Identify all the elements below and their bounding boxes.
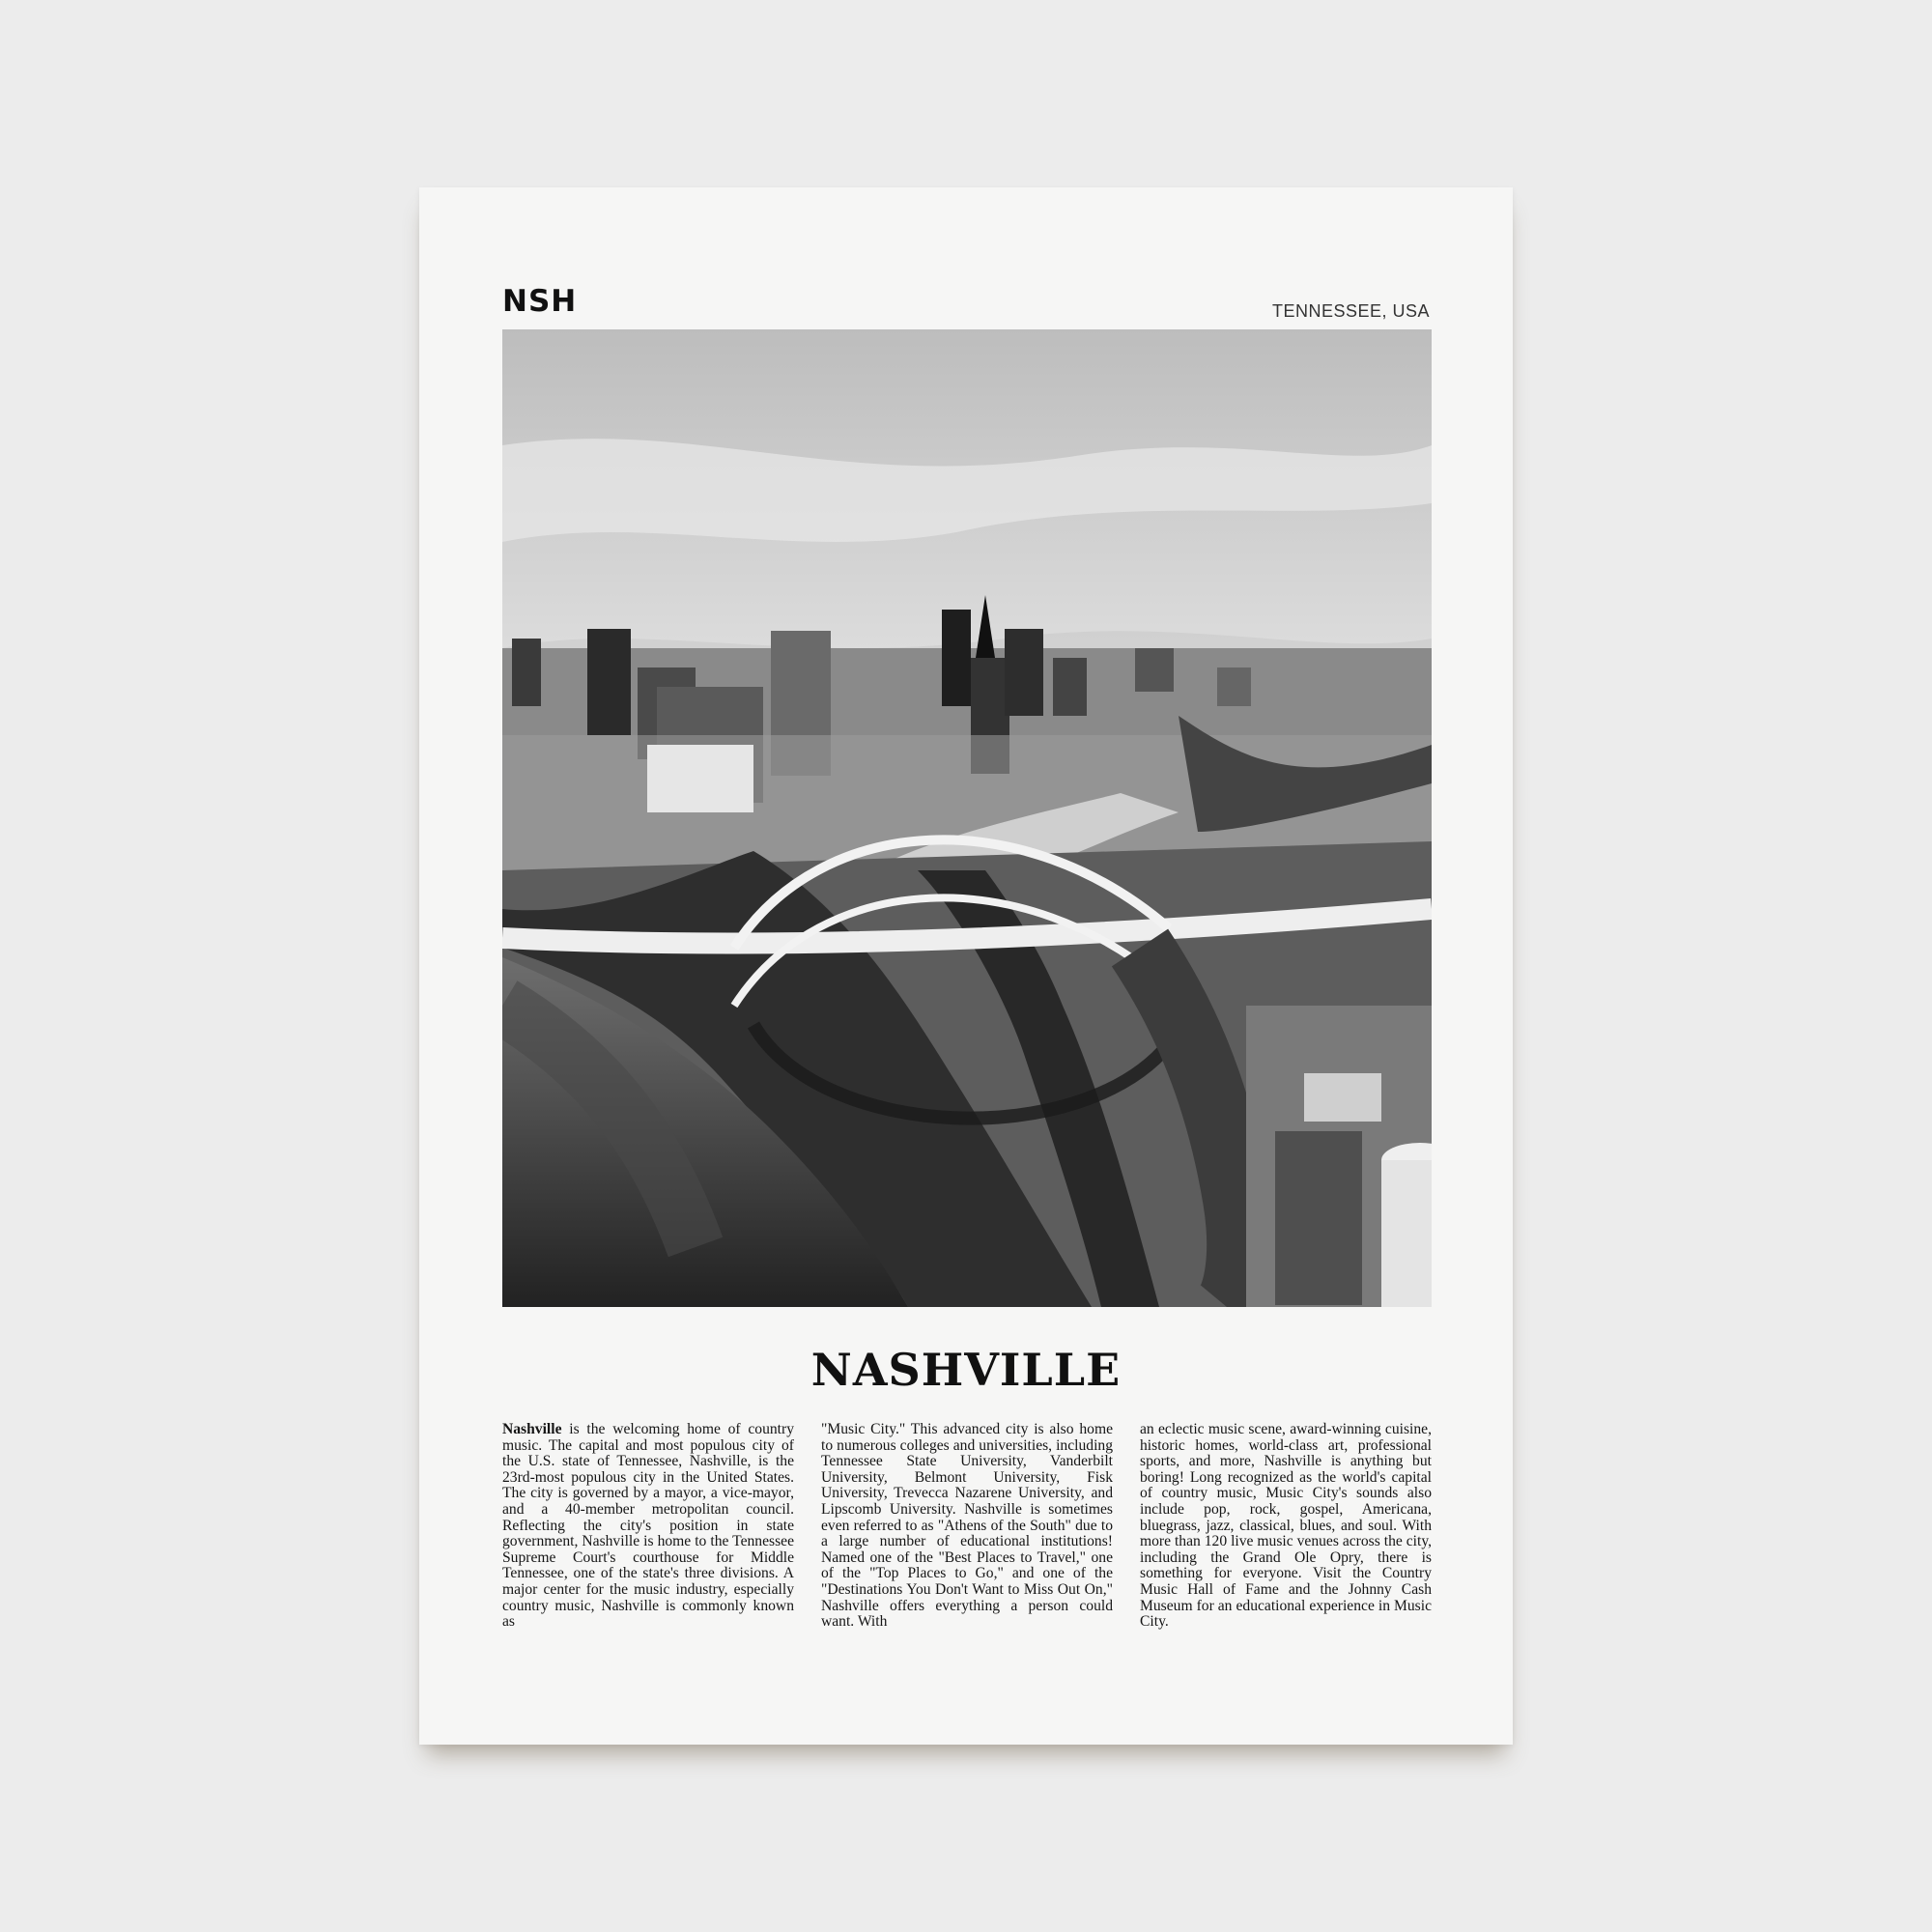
description-columns: [502, 1422, 1432, 1631]
description-column-3: [1140, 1422, 1432, 1631]
description-lead: Nashville: [502, 1421, 562, 1437]
region-label: TENNESSEE, USA: [1271, 301, 1430, 321]
city-photo: [502, 329, 1432, 1307]
description-text: an eclectic music scene, award-winning cuisine, historic homes, world-class art, professional sports, and more, Nashville is anything but boring! Long recognized as the world's capital of country music, Music City's sounds also include pop, rock, gospel, Americana, bluegrass, jazz, classical, blues, and soul. With more than 120 live music venues across the city, including the Grand Ole Opry, there is something for everyone. Visit the Country Music Hall of Fame and the Johnny Cash Museum for an educational experience in Music City.: [1140, 1421, 1432, 1631]
poster: [419, 187, 1513, 1745]
skyline-image: [502, 329, 1432, 1307]
description-column-1: [502, 1422, 794, 1631]
city-title: NASHVILLE: [810, 1344, 1122, 1396]
description-column-2: [821, 1422, 1113, 1631]
description-text: "Music City." This advanced city is also home to numerous colleges and universities, including Tennessee State University, Vanderbilt University, Belmont University, Fisk University, Trevecca Nazarene University, and Lipscomb University. Nashville is sometimes even referred to as "Athens of the South" due to a large number of educational institutions! Named one of the "Best Places to Travel," one of the "Top Places to Go," and one of the "Destinations You Don't Want to Miss Out On," Nashville offers everything a person could want. With: [821, 1421, 1113, 1631]
city-code: NSH: [502, 284, 578, 319]
description-text: is the welcoming home of country music. The capital and most populous city of the U.S. state of Tennessee, Nashville, is the 23rd-most populous city in the United States. The city is governed by a mayor, a vice-mayor, and a 40-member metropolitan council. Reflecting the city's position in state government, Nashville is home to the Tennessee Supreme Court's courthouse for Middle Tennessee, one of the state's three divisions. A major center for the music industry, especially country music, Nashville is commonly known as: [502, 1421, 794, 1631]
